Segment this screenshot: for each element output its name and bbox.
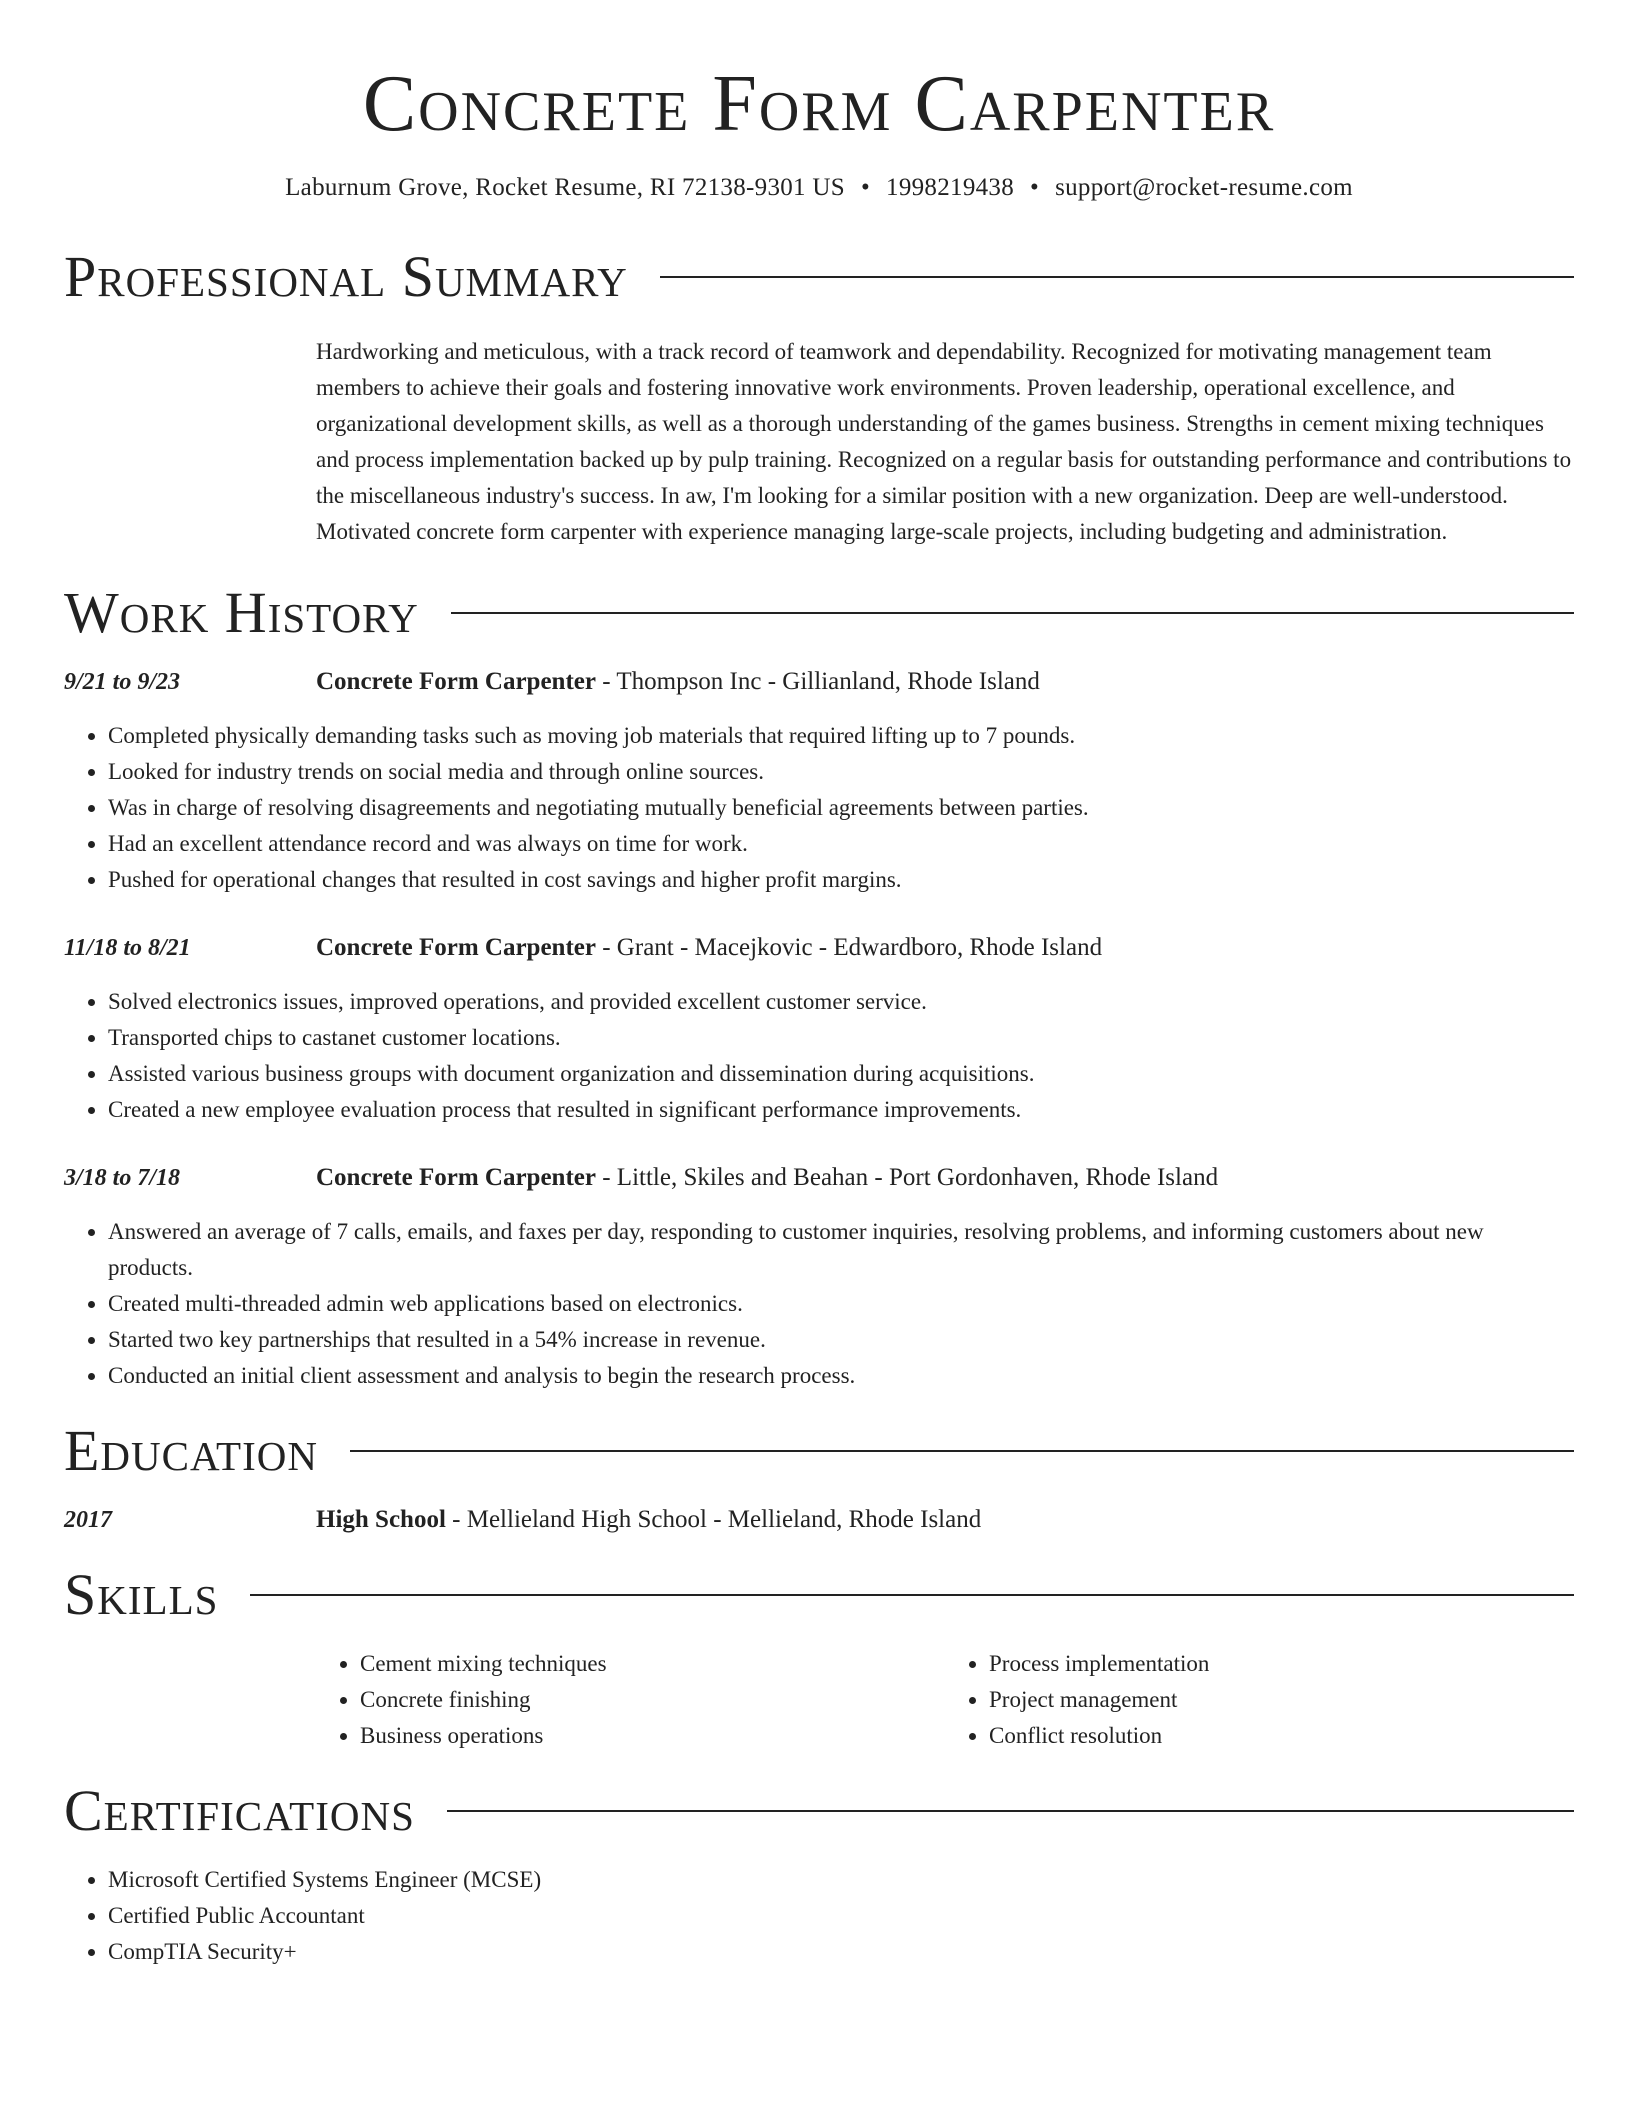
job-header — [64, 930, 1574, 966]
list-item: • Started two key partnerships that resulted in a 54% increase in revenue. — [108, 1322, 1574, 1358]
list-item: • Certified Public Accountant — [108, 1898, 1574, 1934]
education-degree: High School — [316, 1506, 446, 1533]
job-title: Concrete Form Carpenter — [316, 1164, 596, 1191]
education-entry — [64, 1502, 1574, 1538]
education-year: 2017 — [64, 1507, 112, 1533]
job-entry — [64, 1160, 1574, 1394]
skills-column-right — [945, 1646, 1574, 1754]
list-item: • Concrete finishing — [360, 1682, 945, 1718]
work-section-header — [64, 578, 1574, 648]
list-item: • Cement mixing techniques — [360, 1646, 945, 1682]
summary-text: Hardworking and meticulous, with a track record of teamwork and dependability. Recognized for motivating management team members to achieve their goals and fostering innovative work environments. Proven leadership, operational excellence, and organizational development skills, as well as a thorough understanding of the games business. Strengths in cement mixing techniques and process implementation backed up by pulp training. Recognized on a regular basis for outstanding performance and contributions to the miscellaneous industry's success. In aw, I'm looking for a similar position with a new organization. Deep are well-understood. Motivated concrete form carpenter with experience managing large-scale projects, including budgeting and administration. — [316, 339, 1572, 544]
list-item: • CompTIA Security+ — [108, 1934, 1574, 1970]
job-title-line — [316, 664, 1040, 700]
summary-section-header — [64, 242, 1574, 312]
list-item: • Was in charge of resolving disagreements and negotiating mutually beneficial agreements between parties. — [108, 790, 1574, 826]
section-divider — [451, 612, 1574, 614]
candidate-name: Concrete Form Carpenter — [362, 60, 1276, 148]
list-item: • Project management — [989, 1682, 1574, 1718]
section-title: Education — [64, 1418, 318, 1483]
section-title: Certifications — [64, 1778, 415, 1843]
skills-section-header — [64, 1560, 1574, 1630]
list-item: • Conducted an initial client assessment and analysis to begin the research process. — [108, 1358, 1574, 1394]
job-details: - Thompson Inc - Gillianland, Rhode Island — [595, 668, 1040, 695]
list-item: • Solved electronics issues, improved operations, and provided excellent customer service. — [108, 984, 1574, 1020]
list-item: • Completed physically demanding tasks such as moving job materials that required lifting up to 7 pounds. — [108, 718, 1574, 754]
education-line — [316, 1502, 981, 1538]
list-item: • Had an excellent attendance record and was always on time for work. — [108, 826, 1574, 862]
list-item: • Looked for industry trends on social media and through online sources. — [108, 754, 1574, 790]
contact-phone: 1998219438 — [886, 174, 1015, 201]
certifications-section-header — [64, 1776, 1574, 1846]
section-title: Skills — [64, 1562, 219, 1627]
education-section-header — [64, 1416, 1574, 1486]
list-item: • Created a new employee evaluation process that resulted in significant performance improvements. — [108, 1092, 1574, 1128]
skills-column-left — [316, 1646, 945, 1754]
list-item: • Pushed for operational changes that resulted in cost savings and higher profit margins. — [108, 862, 1574, 898]
education-details: - Mellieland High School - Mellieland, Rhode Island — [445, 1506, 982, 1533]
contact-address: Laburnum Grove, Rocket Resume, RI 72138-9301 US — [285, 174, 845, 201]
job-entry — [64, 664, 1574, 898]
section-divider — [250, 1594, 1574, 1596]
contact-line — [64, 170, 1574, 206]
list-item: • Transported chips to castanet customer locations. — [108, 1020, 1574, 1056]
section-divider — [447, 1810, 1574, 1812]
job-title: Concrete Form Carpenter — [316, 934, 596, 961]
list-item: • Answered an average of 7 calls, emails, and faxes per day, responding to customer inquiries, resolving problems, and informing customers about new products. — [108, 1214, 1574, 1286]
list-item: • Business operations — [360, 1718, 945, 1754]
contact-separator: • — [1030, 174, 1040, 201]
list-item: • Process implementation — [989, 1646, 1574, 1682]
section-divider — [660, 276, 1574, 278]
job-bullets — [64, 984, 1574, 1128]
section-title: Work History — [64, 580, 419, 645]
skills-list — [316, 1646, 1574, 1754]
section-divider — [350, 1450, 1574, 1452]
list-item: • Assisted various business groups with document organization and dissemination during acquisitions. — [108, 1056, 1574, 1092]
contact-separator: • — [860, 174, 871, 201]
job-title: Concrete Form Carpenter — [316, 668, 596, 695]
list-item: • Microsoft Certified Systems Engineer (MCSE) — [108, 1862, 1574, 1898]
job-header — [64, 1160, 1574, 1196]
job-details: - Little, Skiles and Beahan - Port Gordonhaven, Rhode Island — [595, 1164, 1219, 1191]
list-item: • Conflict resolution — [989, 1718, 1574, 1754]
job-dates: 9/21 to 9/23 — [64, 669, 181, 695]
job-entry — [64, 930, 1574, 1128]
job-header — [64, 664, 1574, 700]
contact-email: support@rocket-resume.com — [1055, 174, 1353, 201]
job-details: - Grant - Macejkovic - Edwardboro, Rhode Island — [595, 934, 1103, 961]
list-item: • Created multi-threaded admin web applications based on electronics. — [108, 1286, 1574, 1322]
certifications-list — [64, 1862, 1574, 1970]
job-bullets — [64, 718, 1574, 898]
job-dates: 3/18 to 7/18 — [64, 1165, 181, 1191]
job-title-line — [316, 930, 1102, 966]
job-dates: 11/18 to 8/21 — [64, 935, 191, 961]
job-title-line — [316, 1160, 1218, 1196]
resume-page — [64, 0, 1574, 1970]
job-bullets — [64, 1214, 1574, 1394]
section-title: Professional Summary — [64, 244, 628, 309]
